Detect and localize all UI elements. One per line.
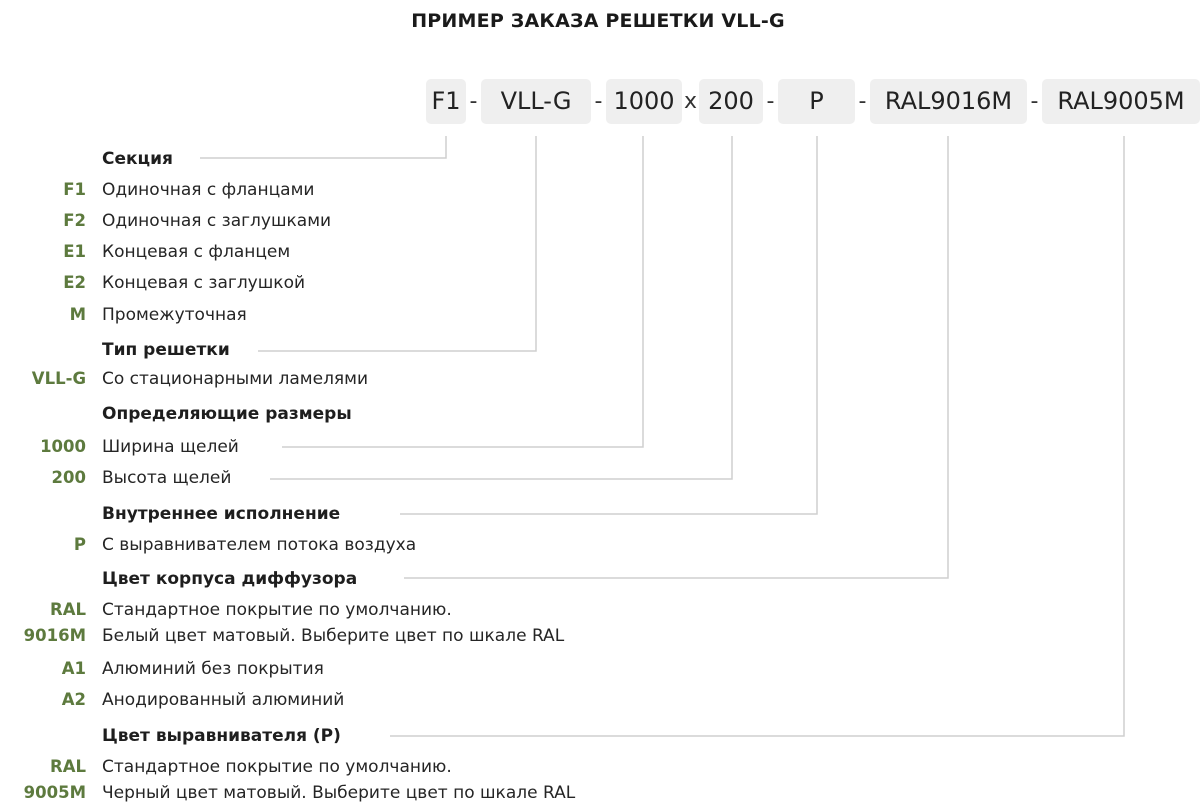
heading-body-color: Цвет корпуса диффузора — [102, 569, 358, 589]
option-description: Одиночная с фланцами — [102, 180, 315, 200]
code-separator: - — [1030, 89, 1039, 114]
option-description: Концевая с заглушкой — [102, 273, 306, 293]
option-code: M — [69, 305, 86, 324]
option-description: Анодированный алюминий — [102, 690, 345, 710]
option-code: F2 — [63, 211, 86, 230]
code-segment-type: VLL-G — [481, 79, 591, 124]
option-code: 9005M — [23, 783, 86, 802]
option-code: P — [73, 535, 86, 554]
option-code: 1000 — [40, 437, 86, 456]
option-description: Белый цвет матовый. Выберите цвет по шкале RAL — [102, 626, 565, 646]
option-code: 9016M — [23, 626, 86, 645]
page-title: ПРИМЕР ЗАКАЗА РЕШЕТКИ VLL-G — [411, 10, 785, 32]
option-code: F1 — [63, 180, 86, 199]
code-segment-equalizer-color: RAL9005M — [1042, 79, 1200, 124]
option-description: Алюминий без покрытия — [102, 659, 324, 679]
option-code: RAL — [50, 757, 86, 776]
option-description: Концевая с фланцем — [102, 242, 291, 262]
heading-inner-execution: Внутреннее исполнение — [102, 504, 341, 524]
connector-body-color — [404, 136, 948, 578]
option-description: Промежуточная — [102, 305, 247, 325]
connector-section — [200, 136, 446, 158]
heading-equalizer-color: Цвет выравнивателя (Р) — [102, 726, 341, 746]
option-code: A1 — [61, 659, 86, 678]
code-segment-inner: P — [778, 79, 855, 124]
connector-type — [258, 136, 536, 351]
code-segment-section: F1 — [426, 79, 466, 124]
code-separator: - — [766, 89, 775, 114]
connector-width — [282, 136, 643, 447]
code-separator: x — [683, 89, 698, 114]
code-segment-body-color: RAL9016M — [870, 79, 1027, 124]
option-description: Со стационарными ламелями — [102, 369, 369, 389]
code-separator: - — [469, 89, 478, 114]
code-separator: - — [858, 89, 867, 114]
option-description: Ширина щелей — [102, 437, 239, 457]
option-description: Стандартное покрытие по умолчанию. — [102, 757, 452, 777]
option-description: Одиночная с заглушками — [102, 211, 332, 231]
heading-dimensions: Определяющие размеры — [102, 404, 352, 424]
option-description: Высота щелей — [102, 468, 232, 488]
option-description: Стандартное покрытие по умолчанию. — [102, 600, 452, 620]
option-code: E1 — [63, 242, 86, 261]
option-description: С выравнивателем потока воздуха — [102, 535, 417, 555]
option-code: 200 — [51, 468, 86, 487]
code-separator: - — [594, 89, 603, 114]
code-segment-width: 1000 — [606, 79, 682, 124]
option-code: RAL — [50, 600, 86, 619]
heading-section: Секция — [102, 149, 173, 169]
connector-inner — [400, 136, 817, 514]
option-description: Черный цвет матовый. Выберите цвет по шкале RAL — [102, 783, 576, 803]
code-segment-height: 200 — [699, 79, 763, 124]
option-code: A2 — [61, 690, 86, 709]
option-code: VLL-G — [31, 369, 86, 388]
option-code: E2 — [63, 273, 86, 292]
connector-height — [270, 136, 732, 479]
heading-grille-type: Тип решетки — [102, 340, 230, 360]
